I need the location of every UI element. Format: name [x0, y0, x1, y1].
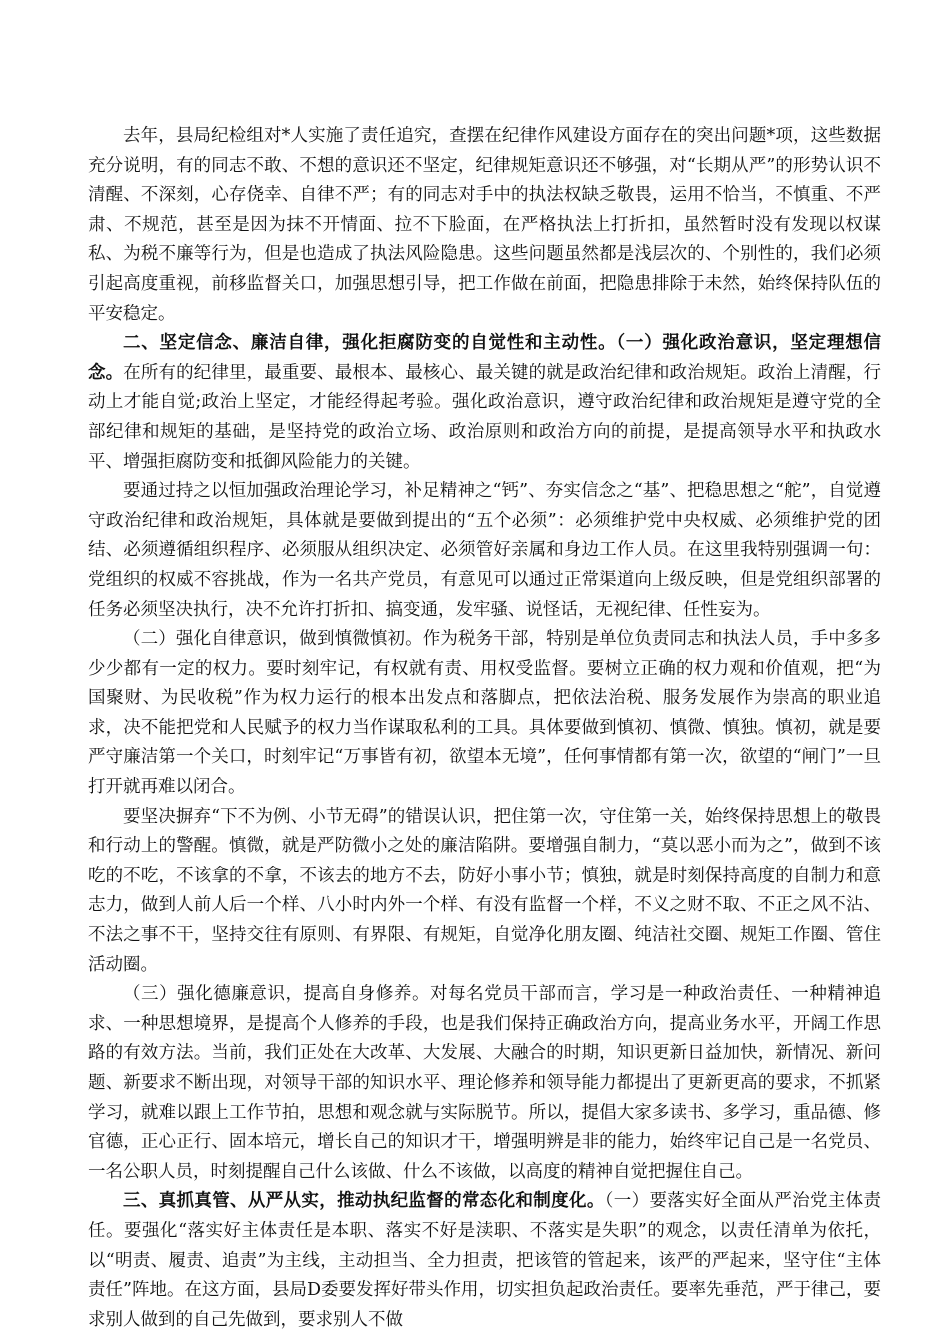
- paragraph-3-text: 要通过持之以恒加强政治理论学习，补足精神之“钙”、夯实信念之“基”、把稳思想之“舵”，自觉遵守政治纪律和政治规矩，具体就是要做到提出的“五个必须”：必须维护党中央权威、必须维护党的团结、必须遵循组织程序、必须服从组织决定、必须管好亲属和身边工作人员。在这里我特别强调一句：党组织的权威不容挑战，作为一名共产党员，有意见可以通过正常渠道向上级反映，但是党组织部署的任务必须坚决执行，决不允许打折扣、搞变通，发牢骚、说怪话，无视纪律、任性妄为。: [88, 481, 881, 620]
- paragraph-7-text: （一）要落实好全面从严治党主体责任。要强化“落实好主体责任是本职、落实不好是渎职、不落实是失职”的观念，以责任清单为依托，以“明责、履责、追责”为主线，主动担当、全力担责，把该管的管起来，该严的严起来，坚守住“主体责任”阵地。在这方面，县局D委要发挥好带头作用，切实担负起政治责任。要率先垂范，严于律己，要求别人做到的自己先做到，要求别人不做: [88, 1191, 882, 1330]
- section-3-heading: 三、真抓真管、从严从实，推动执纪监督的常态化和制度化。: [123, 1191, 605, 1212]
- paragraph-5-text: 要坚决摒弃“下不为例、小节无碍”的错误认识，把住第一次，守住第一关，始终保持思想上的敬畏和行动上的警醒。慎微，就是严防微小之处的廉洁陷阱。要增强自制力，“莫以恶小而为之”，做到不该吃的不吃，不该拿的不拿，不该去的地方不去，防好小事小节；慎独，就是时刻保持高度的自制力和意志力，做到人前人后一个样、八小时内外一个样、有没有监督一个样，不义之财不取、不正之风不沾、不法之事不干，坚持交往有原则、有界限、有规矩，自觉净化朋友圈、纯洁社交圈、规矩工作圈、管住活动圈。: [88, 806, 881, 975]
- paragraph-4-text: （二）强化自律意识，做到慎微慎初。作为税务干部，特别是单位负责同志和执法人员，手中多多少少都有一定的权力。要时刻牢记，有权就有责、用权受监督。要树立正确的权力观和价值观，把“为国聚财、为民收税”作为权力运行的根本出发点和落脚点，把依法治税、服务发展作为崇高的职业追求，决不能把党和人民赋予的权力当作谋取私利的工具。具体要做到慎初、慎微、慎独。慎初，就是要严守廉洁第一个关口，时刻牢记“万事皆有初，欲望本无境”，任何事情都有第一次，欲望的“闸门”一旦打开就再难以闭合。: [88, 629, 881, 798]
- paragraph-2: [88, 329, 881, 477]
- paragraph-7: [88, 1187, 881, 1335]
- paragraph-3: [88, 477, 881, 625]
- paragraph-6-text: （三）强化德廉意识，提高自身修养。对每名党员干部而言，学习是一种政治责任、一种精神追求、一种思想境界，是提高个人修养的手段，也是我们保持正确政治方向，提高业务水平，开阔工作思路的有效方法。当前，我们正处在大改革、大发展、大融合的时期，知识更新日益加快，新情况、新问题、新要求不断出现，对领导干部的知识水平、理论修养和领导能力都提出了更新更高的要求，不抓紧学习，就难以跟上工作节拍，思想和观念就与实际脱节。所以，提倡大家多读书、多学习，重品德、修官德，正心正行、固本培元，增长自己的知识才干，增强明辨是非的能力，始终牢记自己是一名党员、一名公职人员，时刻提醒自己什么该做、什么不该做，以高度的精神自觉把握住自己。: [88, 984, 881, 1182]
- paragraph-4: [88, 625, 881, 803]
- section-2-heading: 二、坚定信念、廉洁自律，强化拒腐防变的自觉性和主动性。（一）强化政治意识，坚定理想信念。: [88, 333, 881, 383]
- paragraph-2-text: 在所有的纪律里，最重要、最根本、最核心、最关键的就是政治纪律和政治规矩。政治上清醒，行动上才能自觉;政治上坚定，才能经得起考验。强化政治意识，遵守政治纪律和政治规矩是遵守党的全部纪律和规矩的基础，是坚持党的政治立场、政治原则和政治方向的前提，是提高领导水平和执政水平、增强拒腐防变和抵御风险能力的关键。: [88, 362, 881, 472]
- paragraph-5: [88, 803, 881, 981]
- paragraph-1-text: 去年，县局纪检组对*人实施了责任追究，查摆在纪律作风建设方面存在的突出问题*项，这些数据充分说明，有的同志不敢、不想的意识还不坚定，纪律规矩意识还不够强，对“长期从严”的形势认识不清醒、不深刻，心存侥幸、自律不严；有的同志对手中的执法权缺乏敬畏，运用不恰当，不慎重、不严肃、不规范，甚至是因为抹不开情面、拉不下脸面，在严格执法上打折扣，虽然暂时没有发现以权谋私、为税不廉等行为，但是也造成了执法风险隐患。这些问题虽然都是浅层次的、个别性的，我们必须引起高度重视，前移监督关口，加强思想引导，把工作做在前面，把隐患排除于未然，始终保持队伍的平安稳定。: [88, 126, 881, 324]
- document-page: [88, 122, 881, 1335]
- paragraph-1: [88, 122, 881, 329]
- paragraph-6: [88, 980, 881, 1187]
